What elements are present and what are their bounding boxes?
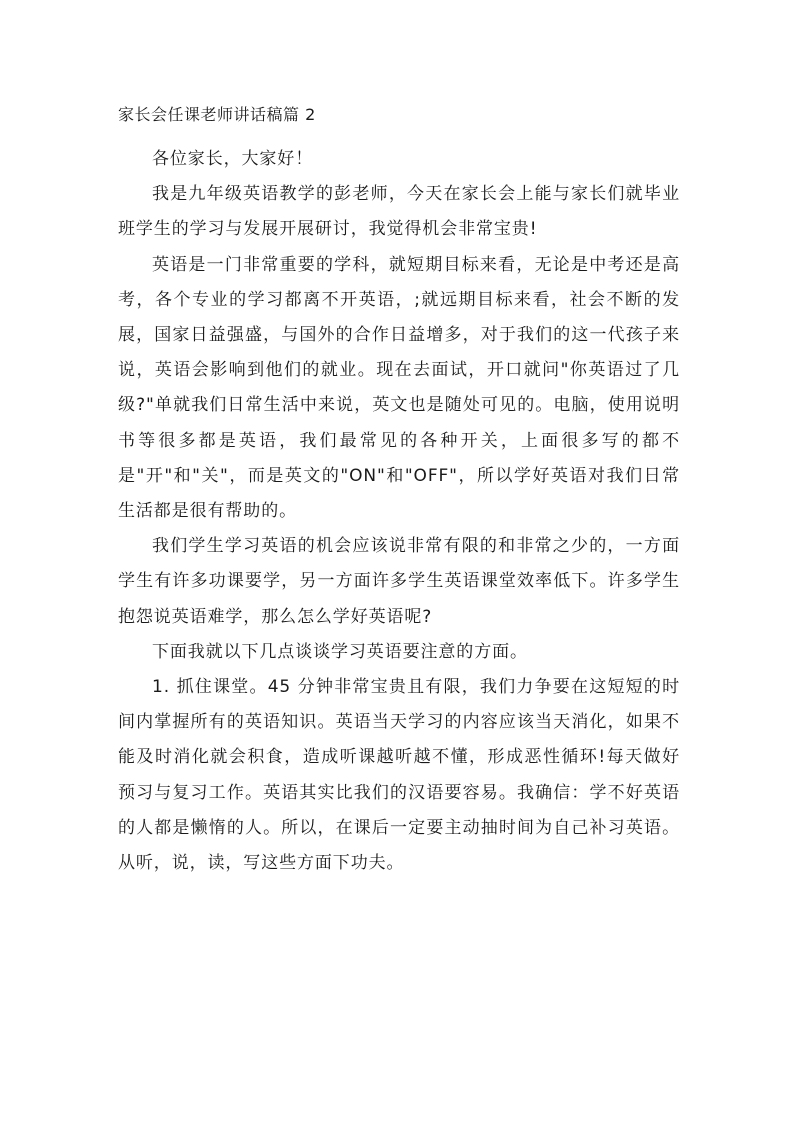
paragraph-point-one: 1. 抓住课堂。45 分钟非常宝贵且有限，我们力争要在这短短的时间内掌握所有的英语知识。英语当天学习的内容应该当天消化，如果不能及时消化就会积食，造成听课越听越不懂，形成恶性循环!每天做好预习与复习工作。英语其实比我们的汉语要容易。我确信：学不好英语的人都是懒惰的人。所以，在课后一定要主动抽时间为自己补习英语。从听，说，读，写这些方面下功夫。 (118, 677, 680, 874)
paragraph-importance-of-english: 英语是一门非常重要的学科，就短期目标来看，无论是中考还是高考，各个专业的学习都离不开英语，;就远期目标来看，社会不断的发展，国家日益强盛，与国外的合作日益增多，对于我们的这一代孩子来说，英语会影响到他们的就业。现在去面试，开口就问"你英语过了几级?"单就我们日常生活中来说，英文也是随处可见的。电脑，使用说明书等很多都是英语，我们最常见的各种开关，上面很多写的都不是"开"和"关"，而是英文的"ON"和"OFF"，所以学好英语对我们日常生活都是很有帮助的。 (118, 254, 680, 522)
document-body (118, 142, 680, 881)
paragraph-points-intro: 下面我就以下几点谈谈学习英语要注意的方面。 (152, 641, 528, 662)
paragraph-greeting: 各位家长，大家好！ (152, 149, 314, 169)
paragraph-introduction: 我是九年级英语教学的彭老师，今天在家长会上能与家长们就毕业班学生的学习与发展开展研讨，我觉得机会非常宝贵! (118, 184, 680, 240)
paragraph-limited-opportunity: 我们学生学习英语的机会应该说非常有限的和非常之少的，一方面学生有许多功课要学，另一方面许多学生英语课堂效率低下。许多学生抱怨说英语难学，那么怎么学好英语呢? (118, 536, 680, 627)
document-title: 家长会任课老师讲话稿篇 2 (118, 105, 316, 124)
